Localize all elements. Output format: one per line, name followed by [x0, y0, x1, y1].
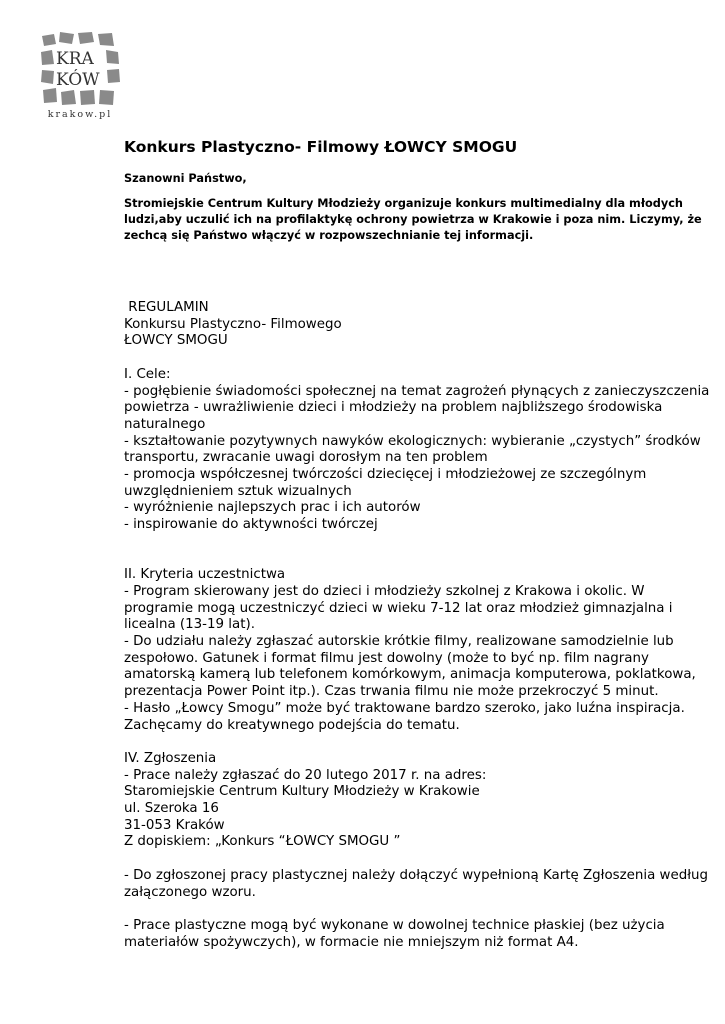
regulamin-name: ŁOWCY SMOGU	[124, 333, 228, 349]
address-note: Z dopiskiem: „Konkurs “ŁOWCY SMOGU ”	[124, 834, 401, 850]
krakow-logo	[40, 30, 122, 120]
logo-letters-bottom: KÓW	[56, 70, 100, 90]
greeting: Szanowni Państwo,	[124, 172, 247, 185]
zgloszenia-paragraph: - Prace plastyczne mogą być wykonane w dowolnej technice płaskiej (bez użycia materiałów spożywczych), w formacie nie mniejszym niż format A4.	[124, 917, 669, 950]
regulations-body	[124, 300, 714, 951]
kryteria-item: - Do udziału należy zgłaszać autorskie krótkie filmy, realizowane samodzielnie lub zespołowo. Gatunek i format filmu jest dowolny (może to być np. film nagrany amatorską kamerą lub telefonem komórkowym, animacja komputerowa, poklatkowa, prezentacja Power Point itp.). Czas trwania filmu nie może przekroczyć 5 minut.	[124, 634, 701, 700]
cele-item: - pogłębienie świadomości społecznej na temat zagrożeń płynących z zanieczyszczenia powietrza - uwrażliwienie dzieci i młodzieży na problem najbliższego środowiska naturalnego	[124, 383, 714, 432]
krakow-logo-graphic	[40, 30, 122, 110]
address-line: ul. Szeroka 16	[124, 801, 219, 817]
kryteria-item: - Program skierowany jest do dzieci i młodzieży szkolnej z Krakowa i okolic. W programie mogą uczestniczyć dzieci w wieku 7-12 lat oraz młodzież gimnazjalna i licealna (13-19 lat).	[124, 583, 677, 633]
logo-url: krakow.pl	[47, 109, 113, 120]
cele-item: - kształtowanie pozytywnych nawyków ekologicznych: wybieranie „czystych” środków transportu, zwracanie uwagi dorosłym na ten problem	[124, 433, 705, 466]
document-title: Konkurs Plastyczno- Filmowy ŁOWCY SMOGU	[124, 138, 518, 156]
address-line: Staromiejskie Centrum Kultury Młodzieży w Krakowie	[124, 784, 480, 800]
zgloszenia-line: - Prace należy zgłaszać do 20 lutego 2017 r. na adres:	[124, 767, 487, 783]
cele-item: - wyróżnienie najlepszych prac i ich autorów	[124, 500, 421, 516]
zgloszenia-paragraph: - Do zgłoszonej pracy plastycznej należy dołączyć wypełnioną Kartę Zgłoszenia według załączonego wzoru.	[124, 867, 713, 900]
address-line: 31-053 Kraków	[124, 817, 225, 833]
cele-item: - promocja współczesnej twórczości dziecięcej i młodzieżowej ze szczególnym uwzględnieniem sztuk wizualnych	[124, 467, 651, 499]
section-kryteria-title: II. Kryteria uczestnictwa	[124, 567, 286, 583]
regulamin-subheading: Konkursu Plastyczno- Filmowego	[124, 316, 342, 332]
cele-item: - inspirowanie do aktywności twórczej	[124, 517, 378, 533]
logo-letters-top: KRA	[56, 49, 94, 69]
intro-paragraph: Stromiejskie Centrum Kultury Młodzieży organizuje konkurs multimedialny dla młodych ludzi,aby uczulić ich na profilaktykę ochrony powietrza w Krakowie i poza nim. Liczymy, że zechcą się Państwo włączyć w rozpowszechnianie tej informacji.	[124, 197, 702, 242]
section-cele-title: I. Cele:	[124, 366, 171, 382]
kryteria-item: - Hasło „Łowcy Smogu” może być traktowane bardzo szeroko, jako luźna inspiracja. Zachęcamy do kreatywnego podejścia do tematu.	[124, 700, 690, 733]
regulamin-heading: REGULAMIN	[124, 300, 209, 315]
section-zgloszenia-title: IV. Zgłoszenia	[124, 750, 217, 766]
